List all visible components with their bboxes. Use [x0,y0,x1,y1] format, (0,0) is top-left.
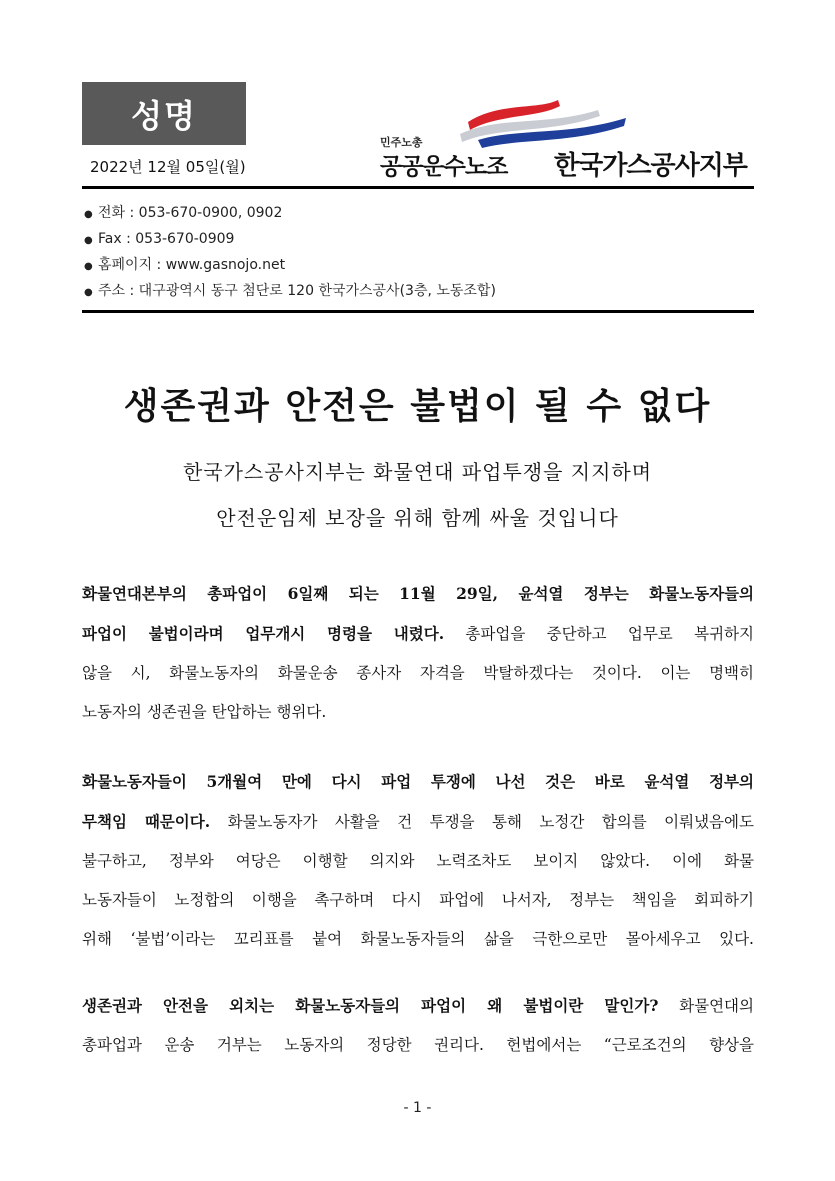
statement-label [82,82,246,145]
bullet-icon: ● [84,261,93,272]
statement-title: 생존권과 안전은 불법이 될 수 없다 [123,385,712,427]
contact-phone: ● 전화 : 053-670-0900, 0902 [84,200,496,226]
bullet-icon: ● [84,287,93,298]
paragraph-line: 파업이 불법이라며 업무개시 명령을 내렸다. 총파업을 중단하고 업무로 복귀하지 [82,624,754,643]
bullet-icon: ● [84,235,93,246]
contact-list [84,200,496,304]
paragraph-1 [82,574,754,732]
paragraph-line: 화물연대본부의 총파업이 6일째 되는 11월 29일, 윤석열 정부는 화물노동자들의 [82,584,754,603]
paragraph-line: 무책임 때문이다. 화물노동자가 사활을 건 투쟁을 통해 노정간 합의를 이뤄냈음에도 [82,812,754,831]
union-logo-flag-icon [448,92,638,152]
contact-address: ● 주소 : 대구광역시 동구 첨단로 120 한국가스공사(3층, 노동조합) [84,278,496,304]
statement-subtitle-2: 안전운임제 보장을 위해 함께 싸울 것입니다 [216,506,619,530]
paragraph-line: 노동자들이 노정합의 이행을 촉구하며 다시 파업에 나서자, 정부는 책임을 회피하기 [82,891,754,909]
paragraph-line: 위해 ‘불법’이라는 꼬리표를 붙여 화물노동자들의 삶을 극한으로만 몰아세우고 있다. [82,930,754,948]
union-name: 공공운수노조 [380,154,508,180]
document-date: 2022년 12월 05일(월) [90,158,246,176]
paragraph-line: 생존권과 안전을 외치는 화물노동자들의 파업이 왜 불법이란 말인가? 화물연대의 [82,996,754,1015]
paragraph-line: 불구하고, 정부와 여당은 이행할 의지와 노력조차도 보이지 않았다. 이에 화물 [82,852,754,870]
header-rule-top [82,186,754,189]
paragraph-line: 총파업과 운송 거부는 노동자의 정당한 권리다. 헌법에서는 “근로조건의 향상을 [82,1036,754,1054]
contact-fax: ● Fax : 053-670-0909 [84,226,496,252]
paragraph-line: 노동자의 생존권을 탄압하는 행위다. [82,703,327,721]
statement-label-text: 성명 [131,96,197,135]
union-logo [378,92,758,182]
branch-name: 한국가스공사지부 [554,151,747,181]
page-number: - 1 - [403,1100,432,1116]
header-rule-bottom [82,310,754,313]
paragraph-line: 않을 시, 화물노동자의 화물운송 종사자 자격을 박탈하겠다는 것이다. 이는 명백히 [82,664,754,682]
union-federation-text: 민주노총 [380,136,423,149]
contact-homepage: ● 홈페이지 : www.gasnojo.net [84,252,496,278]
bullet-icon: ● [84,209,93,220]
statement-subtitle-1: 한국가스공사지부는 화물연대 파업투쟁을 지지하며 [182,460,653,484]
paragraph-line: 화물노동자들이 5개월여 만에 다시 파업 투쟁에 나선 것은 바로 윤석열 정부의 [82,772,754,791]
paragraph-3 [82,986,754,1065]
paragraph-2 [82,762,754,959]
